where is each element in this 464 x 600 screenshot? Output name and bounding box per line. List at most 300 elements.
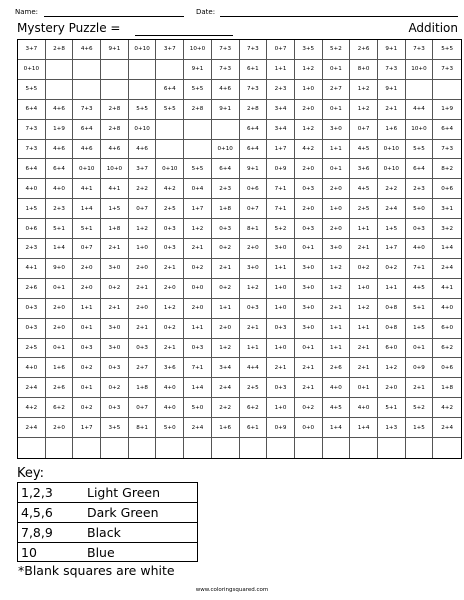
grid-cell[interactable]: 7+3 — [406, 40, 434, 60]
grid-cell[interactable]: 0+2 — [156, 319, 184, 339]
grid-cell[interactable]: 0+7 — [350, 120, 378, 140]
grid-cell[interactable]: 1+0 — [267, 279, 295, 299]
grid-cell[interactable]: 4+5 — [350, 140, 378, 160]
grid-cell[interactable]: 4+6 — [73, 140, 101, 160]
grid-cell[interactable]: 2+0 — [378, 378, 406, 398]
grid-cell[interactable] — [212, 438, 240, 458]
grid-cell[interactable]: 0+9 — [406, 358, 434, 378]
grid-cell[interactable]: 4+1 — [73, 179, 101, 199]
grid-cell[interactable]: 3+4 — [267, 100, 295, 120]
grid-cell[interactable]: 0+3 — [406, 219, 434, 239]
grid-cell[interactable]: 0+1 — [323, 159, 351, 179]
grid-cell[interactable]: 2+6 — [350, 40, 378, 60]
grid-cell[interactable]: 4+0 — [406, 239, 434, 259]
grid-cell[interactable]: 1+2 — [350, 100, 378, 120]
grid-cell[interactable]: 2+1 — [101, 239, 129, 259]
grid-cell[interactable]: 0+3 — [295, 219, 323, 239]
grid-cell[interactable] — [18, 438, 46, 458]
grid-cell[interactable]: 3+6 — [350, 159, 378, 179]
grid-cell[interactable]: 0+1 — [46, 339, 74, 359]
grid-cell[interactable]: 5+5 — [129, 100, 157, 120]
grid-cell[interactable]: 0+1 — [323, 60, 351, 80]
grid-cell[interactable]: 5+5 — [184, 80, 212, 100]
grid-cell[interactable]: 4+0 — [18, 179, 46, 199]
grid-cell[interactable]: 0+6 — [240, 179, 268, 199]
grid-cell[interactable]: 1+9 — [46, 120, 74, 140]
grid-cell[interactable]: 1+0 — [267, 339, 295, 359]
grid-cell[interactable]: 2+3 — [212, 179, 240, 199]
grid-cell[interactable]: 2+0 — [295, 159, 323, 179]
grid-cell[interactable]: 0+3 — [18, 319, 46, 339]
grid-cell[interactable]: 2+7 — [323, 80, 351, 100]
grid-cell[interactable]: 0+3 — [295, 179, 323, 199]
grid-cell[interactable]: 3+0 — [240, 259, 268, 279]
name-field[interactable] — [44, 16, 184, 17]
grid-cell[interactable]: 4+4 — [406, 100, 434, 120]
grid-cell[interactable]: 1+8 — [101, 219, 129, 239]
grid-cell[interactable]: 0+8 — [378, 299, 406, 319]
grid-cell[interactable]: 2+0 — [156, 279, 184, 299]
grid-cell[interactable]: 3+5 — [101, 418, 129, 438]
grid-cell[interactable]: 10+0 — [406, 120, 434, 140]
grid-cell[interactable]: 1+2 — [295, 120, 323, 140]
grid-cell[interactable]: 7+1 — [184, 358, 212, 378]
grid-cell[interactable]: 0+7 — [129, 398, 157, 418]
grid-cell[interactable] — [406, 80, 434, 100]
grid-cell[interactable]: 4+6 — [73, 40, 101, 60]
grid-cell[interactable]: 1+7 — [378, 239, 406, 259]
grid-cell[interactable]: 1+6 — [378, 120, 406, 140]
grid-cell[interactable]: 2+1 — [240, 319, 268, 339]
grid-cell[interactable]: 6+1 — [240, 418, 268, 438]
grid-cell[interactable] — [73, 438, 101, 458]
grid-cell[interactable]: 4+0 — [18, 358, 46, 378]
grid-cell[interactable]: 1+1 — [240, 339, 268, 359]
grid-cell[interactable]: 8+0 — [350, 60, 378, 80]
grid-cell[interactable]: 2+8 — [184, 100, 212, 120]
grid-cell[interactable]: 1+4 — [433, 239, 461, 259]
grid-cell[interactable]: 0+3 — [101, 358, 129, 378]
grid-cell[interactable]: 0+9 — [267, 159, 295, 179]
grid-cell[interactable] — [406, 438, 434, 458]
grid-cell[interactable]: 3+0 — [295, 299, 323, 319]
grid-cell[interactable]: 2+5 — [156, 199, 184, 219]
grid-cell[interactable]: 6+4 — [73, 120, 101, 140]
grid-cell[interactable]: 1+0 — [129, 239, 157, 259]
grid-cell[interactable]: 4+4 — [240, 358, 268, 378]
grid-cell[interactable]: 1+8 — [433, 378, 461, 398]
grid-cell[interactable]: 1+0 — [295, 80, 323, 100]
grid-cell[interactable]: 2+8 — [101, 120, 129, 140]
grid-cell[interactable]: 1+7 — [184, 199, 212, 219]
grid-cell[interactable]: 4+6 — [129, 140, 157, 160]
grid-cell[interactable]: 4+6 — [212, 80, 240, 100]
grid-cell[interactable]: 4+0 — [156, 378, 184, 398]
grid-cell[interactable]: 2+0 — [184, 299, 212, 319]
grid-cell[interactable]: 0+10 — [73, 159, 101, 179]
grid-cell[interactable] — [350, 438, 378, 458]
grid-cell[interactable]: 0+3 — [240, 299, 268, 319]
grid-cell[interactable]: 1+5 — [101, 199, 129, 219]
grid-cell[interactable]: 2+0 — [212, 319, 240, 339]
grid-cell[interactable]: 7+3 — [212, 60, 240, 80]
grid-cell[interactable]: 3+0 — [295, 279, 323, 299]
grid-cell[interactable]: 3+0 — [295, 319, 323, 339]
grid-cell[interactable]: 0+2 — [73, 398, 101, 418]
grid-cell[interactable]: 1+2 — [156, 299, 184, 319]
grid-cell[interactable]: 5+5 — [184, 159, 212, 179]
grid-cell[interactable]: 1+2 — [129, 219, 157, 239]
grid-cell[interactable]: 2+6 — [18, 279, 46, 299]
grid-cell[interactable]: 4+0 — [323, 378, 351, 398]
grid-cell[interactable]: 3+0 — [295, 259, 323, 279]
grid-cell[interactable]: 2+4 — [378, 199, 406, 219]
grid-cell[interactable]: 0+3 — [212, 219, 240, 239]
grid-cell[interactable]: 5+0 — [156, 418, 184, 438]
grid-cell[interactable] — [73, 60, 101, 80]
grid-cell[interactable]: 0+6 — [433, 358, 461, 378]
grid-cell[interactable]: 2+2 — [212, 398, 240, 418]
grid-cell[interactable]: 0+3 — [156, 239, 184, 259]
grid-cell[interactable] — [184, 438, 212, 458]
grid-cell[interactable]: 7+3 — [240, 80, 268, 100]
grid-cell[interactable]: 2+6 — [323, 358, 351, 378]
grid-cell[interactable]: 2+3 — [267, 80, 295, 100]
grid-cell[interactable]: 0+0 — [295, 418, 323, 438]
grid-cell[interactable]: 2+0 — [240, 239, 268, 259]
grid-cell[interactable]: 0+1 — [350, 378, 378, 398]
grid-cell[interactable]: 1+0 — [267, 299, 295, 319]
grid-cell[interactable] — [46, 80, 74, 100]
grid-cell[interactable]: 0+1 — [406, 339, 434, 359]
grid-cell[interactable]: 0+3 — [18, 299, 46, 319]
grid-cell[interactable]: 0+2 — [73, 358, 101, 378]
grid-cell[interactable]: 2+4 — [433, 418, 461, 438]
grid-cell[interactable]: 0+10 — [378, 140, 406, 160]
grid-cell[interactable]: 1+1 — [267, 259, 295, 279]
grid-cell[interactable] — [46, 438, 74, 458]
grid-cell[interactable]: 1+4 — [73, 199, 101, 219]
grid-cell[interactable] — [323, 438, 351, 458]
grid-cell[interactable]: 0+2 — [378, 259, 406, 279]
grid-cell[interactable]: 5+2 — [406, 398, 434, 418]
grid-cell[interactable]: 2+5 — [18, 339, 46, 359]
grid-cell[interactable]: 1+5 — [406, 319, 434, 339]
grid-cell[interactable]: 4+0 — [46, 179, 74, 199]
grid-cell[interactable]: 6+4 — [18, 100, 46, 120]
grid-cell[interactable]: 2+2 — [129, 179, 157, 199]
grid-cell[interactable]: 3+4 — [267, 120, 295, 140]
grid-cell[interactable]: 4+0 — [350, 398, 378, 418]
grid-cell[interactable]: 9+1 — [240, 159, 268, 179]
grid-cell[interactable]: 6+2 — [240, 398, 268, 418]
grid-cell[interactable]: 2+1 — [267, 358, 295, 378]
grid-cell[interactable]: 0+6 — [18, 219, 46, 239]
grid-cell[interactable]: 0+10 — [212, 140, 240, 160]
grid-cell[interactable]: 0+0 — [184, 279, 212, 299]
grid-cell[interactable]: 0+3 — [73, 339, 101, 359]
grid-cell[interactable]: 1+0 — [323, 199, 351, 219]
grid-cell[interactable]: 7+3 — [18, 140, 46, 160]
grid-cell[interactable]: 2+8 — [101, 100, 129, 120]
grid-cell[interactable]: 0+2 — [212, 279, 240, 299]
grid-cell[interactable] — [101, 438, 129, 458]
grid-cell[interactable]: 1+6 — [212, 418, 240, 438]
grid-cell[interactable] — [129, 80, 157, 100]
grid-cell[interactable]: 1+5 — [18, 199, 46, 219]
grid-cell[interactable]: 10+0 — [184, 40, 212, 60]
grid-cell[interactable]: 10+0 — [406, 60, 434, 80]
grid-cell[interactable]: 2+0 — [46, 299, 74, 319]
grid-cell[interactable]: 1+2 — [323, 279, 351, 299]
answer-blank[interactable] — [135, 35, 233, 36]
grid-cell[interactable]: 1+3 — [378, 418, 406, 438]
grid-cell[interactable]: 1+1 — [323, 339, 351, 359]
grid-cell[interactable]: 0+2 — [184, 259, 212, 279]
grid-cell[interactable] — [101, 60, 129, 80]
grid-cell[interactable]: 2+4 — [18, 418, 46, 438]
grid-cell[interactable]: 1+2 — [184, 219, 212, 239]
grid-cell[interactable]: 5+0 — [406, 199, 434, 219]
grid-cell[interactable]: 2+3 — [406, 179, 434, 199]
grid-cell[interactable] — [156, 140, 184, 160]
grid-cell[interactable] — [378, 438, 406, 458]
grid-cell[interactable]: 0+7 — [267, 40, 295, 60]
grid-cell[interactable]: 1+8 — [212, 199, 240, 219]
grid-cell[interactable]: 2+1 — [156, 259, 184, 279]
grid-cell[interactable]: 2+0 — [129, 299, 157, 319]
grid-cell[interactable]: 7+3 — [18, 120, 46, 140]
grid-cell[interactable]: 6+4 — [18, 159, 46, 179]
grid-cell[interactable]: 0+7 — [240, 199, 268, 219]
grid-cell[interactable]: 3+0 — [101, 319, 129, 339]
grid-cell[interactable]: 1+1 — [323, 140, 351, 160]
grid-cell[interactable]: 2+1 — [212, 259, 240, 279]
grid-cell[interactable]: 5+1 — [378, 398, 406, 418]
grid-cell[interactable]: 0+1 — [295, 339, 323, 359]
grid-cell[interactable]: 1+2 — [212, 339, 240, 359]
grid-cell[interactable]: 2+5 — [240, 378, 268, 398]
grid-cell[interactable]: 1+4 — [184, 378, 212, 398]
grid-cell[interactable]: 1+7 — [267, 140, 295, 160]
grid-cell[interactable]: 2+0 — [323, 179, 351, 199]
grid-cell[interactable]: 1+1 — [323, 319, 351, 339]
grid-cell[interactable]: 7+3 — [212, 40, 240, 60]
grid-cell[interactable]: 7+3 — [73, 100, 101, 120]
grid-cell[interactable]: 0+9 — [267, 418, 295, 438]
grid-cell[interactable]: 4+2 — [295, 140, 323, 160]
grid-cell[interactable]: 9+1 — [101, 40, 129, 60]
grid-cell[interactable]: 1+0 — [350, 279, 378, 299]
grid-cell[interactable]: 2+5 — [350, 199, 378, 219]
grid-cell[interactable]: 2+0 — [73, 259, 101, 279]
grid-cell[interactable]: 6+4 — [156, 80, 184, 100]
grid-cell[interactable]: 0+1 — [295, 239, 323, 259]
grid-cell[interactable]: 1+4 — [46, 239, 74, 259]
grid-cell[interactable]: 1+5 — [378, 219, 406, 239]
grid-cell[interactable]: 0+2 — [350, 259, 378, 279]
grid-cell[interactable]: 1+7 — [73, 418, 101, 438]
grid-cell[interactable]: 0+2 — [295, 398, 323, 418]
grid-cell[interactable]: 1+1 — [350, 219, 378, 239]
grid-cell[interactable] — [156, 120, 184, 140]
grid-cell[interactable]: 6+4 — [240, 140, 268, 160]
grid-cell[interactable]: 7+3 — [433, 140, 461, 160]
grid-cell[interactable]: 5+1 — [406, 299, 434, 319]
grid-cell[interactable]: 0+1 — [323, 100, 351, 120]
grid-cell[interactable]: 2+1 — [295, 358, 323, 378]
grid-cell[interactable]: 2+3 — [18, 239, 46, 259]
grid-cell[interactable]: 9+1 — [378, 80, 406, 100]
grid-cell[interactable]: 2+4 — [18, 378, 46, 398]
grid-cell[interactable]: 4+0 — [156, 398, 184, 418]
grid-cell[interactable]: 2+1 — [323, 299, 351, 319]
grid-cell[interactable]: 4+1 — [433, 279, 461, 299]
grid-cell[interactable]: 2+6 — [46, 378, 74, 398]
grid-cell[interactable]: 9+1 — [184, 60, 212, 80]
grid-cell[interactable]: 2+3 — [46, 199, 74, 219]
grid-cell[interactable]: 1+4 — [350, 418, 378, 438]
grid-cell[interactable]: 1+6 — [46, 358, 74, 378]
grid-cell[interactable]: 0+10 — [129, 40, 157, 60]
grid-cell[interactable]: 5+2 — [323, 40, 351, 60]
grid-cell[interactable] — [240, 438, 268, 458]
grid-cell[interactable]: 3+7 — [156, 40, 184, 60]
grid-cell[interactable]: 0+7 — [73, 239, 101, 259]
grid-cell[interactable]: 3+7 — [18, 40, 46, 60]
grid-cell[interactable] — [101, 80, 129, 100]
grid-cell[interactable]: 9+1 — [378, 40, 406, 60]
grid-cell[interactable]: 5+0 — [184, 398, 212, 418]
grid-cell[interactable]: 0+3 — [156, 219, 184, 239]
grid-cell[interactable] — [212, 120, 240, 140]
grid-cell[interactable]: 5+5 — [18, 80, 46, 100]
grid-cell[interactable]: 7+3 — [433, 60, 461, 80]
grid-cell[interactable]: 6+2 — [433, 339, 461, 359]
grid-cell[interactable]: 0+8 — [378, 319, 406, 339]
grid-cell[interactable]: 3+0 — [101, 339, 129, 359]
grid-cell[interactable]: 0+3 — [267, 378, 295, 398]
grid-cell[interactable]: 6+0 — [378, 339, 406, 359]
grid-cell[interactable]: 3+6 — [156, 358, 184, 378]
grid-cell[interactable]: 1+0 — [267, 398, 295, 418]
grid-cell[interactable]: 10+0 — [101, 159, 129, 179]
grid-cell[interactable]: 0+10 — [18, 60, 46, 80]
grid-cell[interactable]: 2+0 — [323, 219, 351, 239]
grid-cell[interactable]: 1+1 — [378, 279, 406, 299]
grid-cell[interactable]: 3+0 — [101, 259, 129, 279]
grid-cell[interactable] — [156, 438, 184, 458]
grid-cell[interactable] — [295, 438, 323, 458]
grid-cell[interactable]: 2+1 — [129, 279, 157, 299]
grid-cell[interactable]: 3+0 — [323, 120, 351, 140]
grid-cell[interactable]: 7+3 — [240, 40, 268, 60]
grid-cell[interactable]: 5+1 — [46, 219, 74, 239]
grid-cell[interactable]: 1+8 — [129, 378, 157, 398]
grid-cell[interactable]: 6+4 — [406, 159, 434, 179]
grid-cell[interactable] — [46, 60, 74, 80]
grid-cell[interactable]: 0+6 — [433, 179, 461, 199]
grid-cell[interactable]: 1+2 — [323, 259, 351, 279]
grid-cell[interactable]: 2+1 — [350, 339, 378, 359]
grid-cell[interactable]: 2+1 — [129, 319, 157, 339]
grid-cell[interactable] — [433, 80, 461, 100]
grid-cell[interactable]: 6+4 — [46, 159, 74, 179]
date-field[interactable] — [220, 16, 458, 17]
grid-cell[interactable]: 3+1 — [433, 199, 461, 219]
grid-cell[interactable]: 6+2 — [46, 398, 74, 418]
grid-cell[interactable]: 5+1 — [73, 219, 101, 239]
grid-cell[interactable]: 0+1 — [46, 279, 74, 299]
grid-cell[interactable]: 1+5 — [406, 418, 434, 438]
grid-cell[interactable]: 2+1 — [156, 339, 184, 359]
grid-cell[interactable]: 0+3 — [267, 319, 295, 339]
grid-cell[interactable]: 3+0 — [267, 239, 295, 259]
grid-cell[interactable]: 1+2 — [378, 358, 406, 378]
grid-cell[interactable]: 2+7 — [129, 358, 157, 378]
grid-cell[interactable]: 6+4 — [433, 120, 461, 140]
grid-cell[interactable]: 1+2 — [350, 299, 378, 319]
grid-cell[interactable]: 8+1 — [240, 219, 268, 239]
grid-cell[interactable]: 2+1 — [350, 239, 378, 259]
grid-cell[interactable]: 1+1 — [184, 319, 212, 339]
grid-cell[interactable]: 4+2 — [156, 179, 184, 199]
grid-cell[interactable]: 2+8 — [46, 40, 74, 60]
grid-cell[interactable]: 4+0 — [433, 299, 461, 319]
grid-cell[interactable]: 4+5 — [323, 398, 351, 418]
grid-cell[interactable]: 2+1 — [101, 299, 129, 319]
grid-cell[interactable]: 4+2 — [433, 398, 461, 418]
grid-cell[interactable]: 8+1 — [129, 418, 157, 438]
grid-cell[interactable]: 6+1 — [240, 60, 268, 80]
grid-cell[interactable]: 2+0 — [295, 100, 323, 120]
grid-cell[interactable]: 9+1 — [212, 100, 240, 120]
grid-cell[interactable]: 5+2 — [267, 219, 295, 239]
grid-cell[interactable]: 7+1 — [267, 179, 295, 199]
grid-cell[interactable]: 0+2 — [101, 279, 129, 299]
grid-cell[interactable] — [433, 438, 461, 458]
grid-cell[interactable] — [184, 140, 212, 160]
grid-cell[interactable]: 3+0 — [323, 239, 351, 259]
grid-cell[interactable]: 4+6 — [46, 140, 74, 160]
grid-cell[interactable]: 0+1 — [73, 319, 101, 339]
grid-cell[interactable]: 8+2 — [433, 159, 461, 179]
grid-cell[interactable]: 0+3 — [129, 339, 157, 359]
grid-cell[interactable]: 0+3 — [184, 339, 212, 359]
grid-cell[interactable]: 4+1 — [18, 259, 46, 279]
grid-cell[interactable]: 3+2 — [433, 219, 461, 239]
grid-cell[interactable]: 1+1 — [350, 319, 378, 339]
grid-cell[interactable] — [156, 60, 184, 80]
grid-cell[interactable]: 6+4 — [240, 120, 268, 140]
grid-cell[interactable]: 1+1 — [212, 299, 240, 319]
grid-cell[interactable] — [129, 60, 157, 80]
grid-cell[interactable]: 4+2 — [18, 398, 46, 418]
grid-cell[interactable]: 7+1 — [406, 259, 434, 279]
grid-cell[interactable] — [129, 438, 157, 458]
grid-cell[interactable]: 2+0 — [46, 418, 74, 438]
grid-cell[interactable]: 1+1 — [267, 60, 295, 80]
grid-cell[interactable]: 2+4 — [433, 259, 461, 279]
grid-cell[interactable]: 4+6 — [101, 140, 129, 160]
grid-cell[interactable] — [73, 80, 101, 100]
grid-cell[interactable]: 0+7 — [129, 199, 157, 219]
grid-cell[interactable]: 0+10 — [378, 159, 406, 179]
grid-cell[interactable]: 0+3 — [101, 398, 129, 418]
grid-cell[interactable]: 1+2 — [295, 60, 323, 80]
grid-cell[interactable]: 0+10 — [156, 159, 184, 179]
grid-cell[interactable]: 1+1 — [73, 299, 101, 319]
